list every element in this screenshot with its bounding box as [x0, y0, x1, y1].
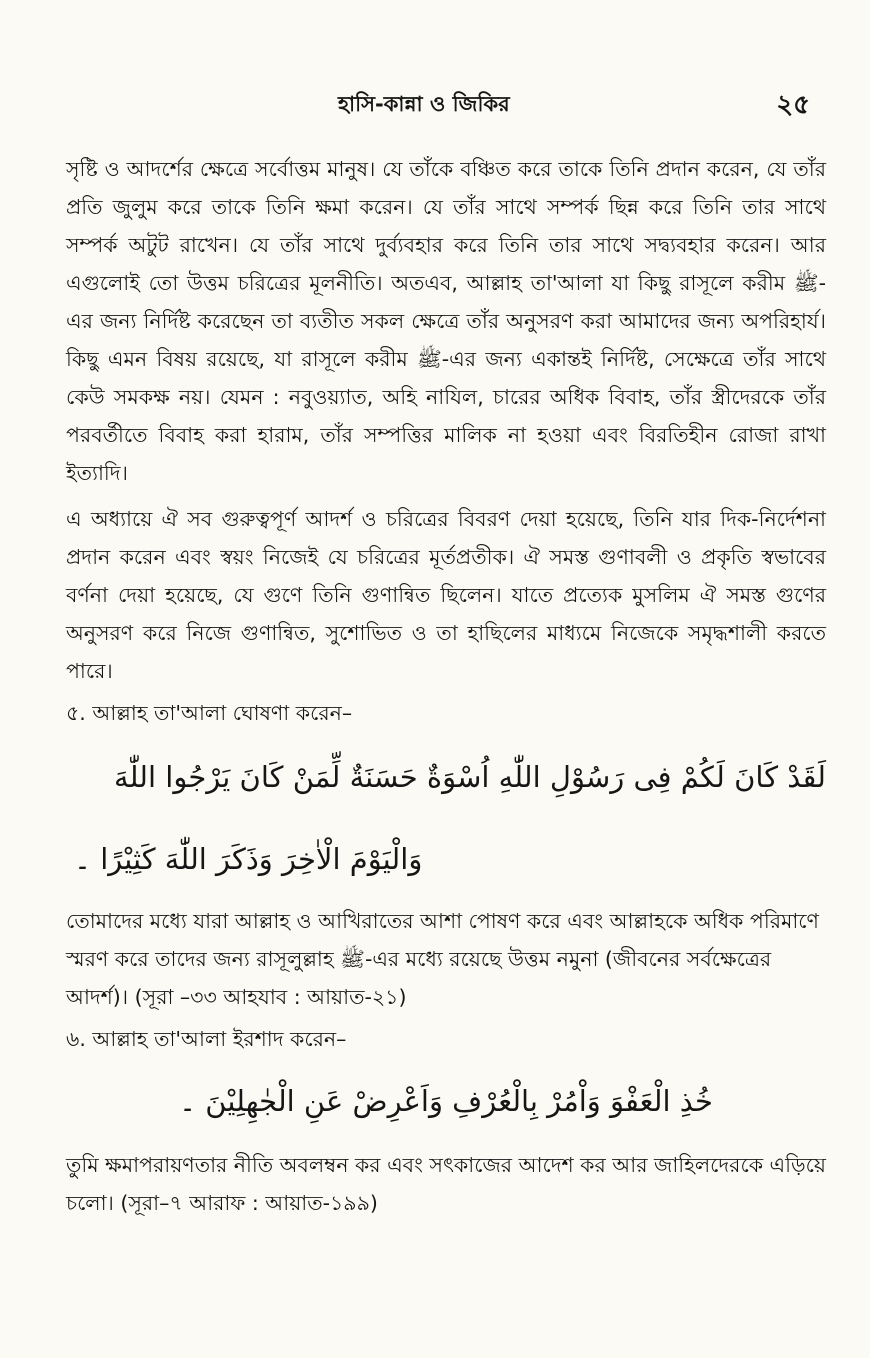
verse-translation: তোমাদের মধ্যে যারা আল্লাহ ও আখিরাতের আশা পোষণ করে এবং আল্লাহকে অধিক পরিমাণে স্মরণ করে তাদের জন্য রাসূলুল্লাহ ﷺ-এর মধ্যে রয়েছে উত্তম নমুনা (জীবনের সর্বক্ষেত্রের আদর্শ)। (সূরা –৩৩ আহযাব : আয়াত-২১) — [66, 909, 819, 1009]
book-page — [0, 88, 870, 1358]
page-number: ২৫ — [776, 90, 810, 120]
arabic-verse-line: لَقَدْ كَانَ لَكُمْ فِى رَسُوْلِ اللّٰهِ اُسْوَةٌ حَسَنَةٌ لِّمَنْ كَانَ يَرْجُوا اللّٰهَ — [114, 760, 826, 794]
arabic-verse-line: وَالْيَوْمَ الْاٰخِرَ وَذَكَرَ اللّٰهَ كَثِيْرًا ۔ — [74, 842, 423, 876]
body-paragraph-2: এ অধ্যায়ে ঐ সব গুরুত্বপূর্ণ আদর্শ ও চরিত্রের বিবরণ দেয়া হয়েছে, তিনি যার দিক-নির্দেশনা প্রদান করেন এবং স্বয়ং নিজেই যে চরিত্রের মূর্তপ্রতীক। ঐ সমস্ত গুণাবলী ও প্রকৃতি স্বভাবের বর্ণনা দেয়া হয়েছে, যে গুণে তিনি গুণান্বিত ছিলেন। যাতে প্রত্যেক মুসলিম ঐ সমস্ত গুণের অনুসরণ করে নিজে গুণান্বিত, সুশোভিত ও তা হাছিলের মাধ্যমে নিজেকে সমৃদ্ধশালী করতে পারে। — [66, 507, 826, 683]
section-heading: ৫. আল্লাহ তা'আলা ঘোষণা করেন– — [66, 701, 353, 725]
section-heading: ৬. আল্লাহ তা'আলা ইরশাদ করেন– — [66, 1027, 347, 1051]
verse-translation: তুমি ক্ষমাপরায়ণতার নীতি অবলম্বন কর এবং সৎকাজের আদেশ কর আর জাহিলদেরকে এড়িয়ে চলো। (সূরা–৭ আরাফ : আয়াত-১৯৯) — [66, 1153, 826, 1215]
running-title: হাসি-কান্না ও জিকির — [338, 92, 510, 116]
section-5 — [66, 694, 826, 1016]
arabic-verse-line: خُذِ الْعَفْوَ وَاْمُرْ بِالْعُرْفِ وَاَعْرِضْ عَنِ الْجٰهِلِيْنَ ۔ — [179, 1084, 713, 1118]
page-header — [66, 88, 826, 150]
section-6 — [66, 1020, 826, 1222]
body-paragraph-1: সৃষ্টি ও আদর্শের ক্ষেত্রে সর্বোত্তম মানুষ। যে তাঁকে বঞ্চিত করে তাকে তিনি প্রদান করেন, যে তাঁর প্রতি জুলুম করে তাকে তিনি ক্ষমা করেন। যে তাঁর সাথে সম্পর্ক ছিন্ন করে তিনি তার সাথে সম্পর্ক অটুট রাখেন। যে তাঁর সাথে দুর্ব্যবহার করে তিনি তার সাথে সদ্ব্যবহার করেন। আর এগুলোই তো উত্তম চরিত্রের মূলনীতি। অতএব, আল্লাহ তা'আলা যা কিছু রাসূলে করীম ﷺ-এর জন্য নির্দিষ্ট করেছেন তা ব্যতীত সকল ক্ষেত্রে তাঁর অনুসরণ করা আমাদের জন্য অপরিহার্য। কিছু এমন বিষয় রয়েছে, যা রাসূলে করীম ﷺ-এর জন্য একান্তই নির্দিষ্ট, সেক্ষেত্রে তাঁর সাথে কেউ সমকক্ষ নয়। যেমন : নবুওয়্যাত, অহি নাযিল, চারের অধিক বিবাহ, তাঁর স্ত্রীদেরকে তাঁর পরবর্তীতে বিবাহ করা হারাম, তাঁর সম্পত্তির মালিক না হওয়া এবং বিরতিহীন রোজা রাখা ইত্যাদি। — [66, 157, 826, 485]
